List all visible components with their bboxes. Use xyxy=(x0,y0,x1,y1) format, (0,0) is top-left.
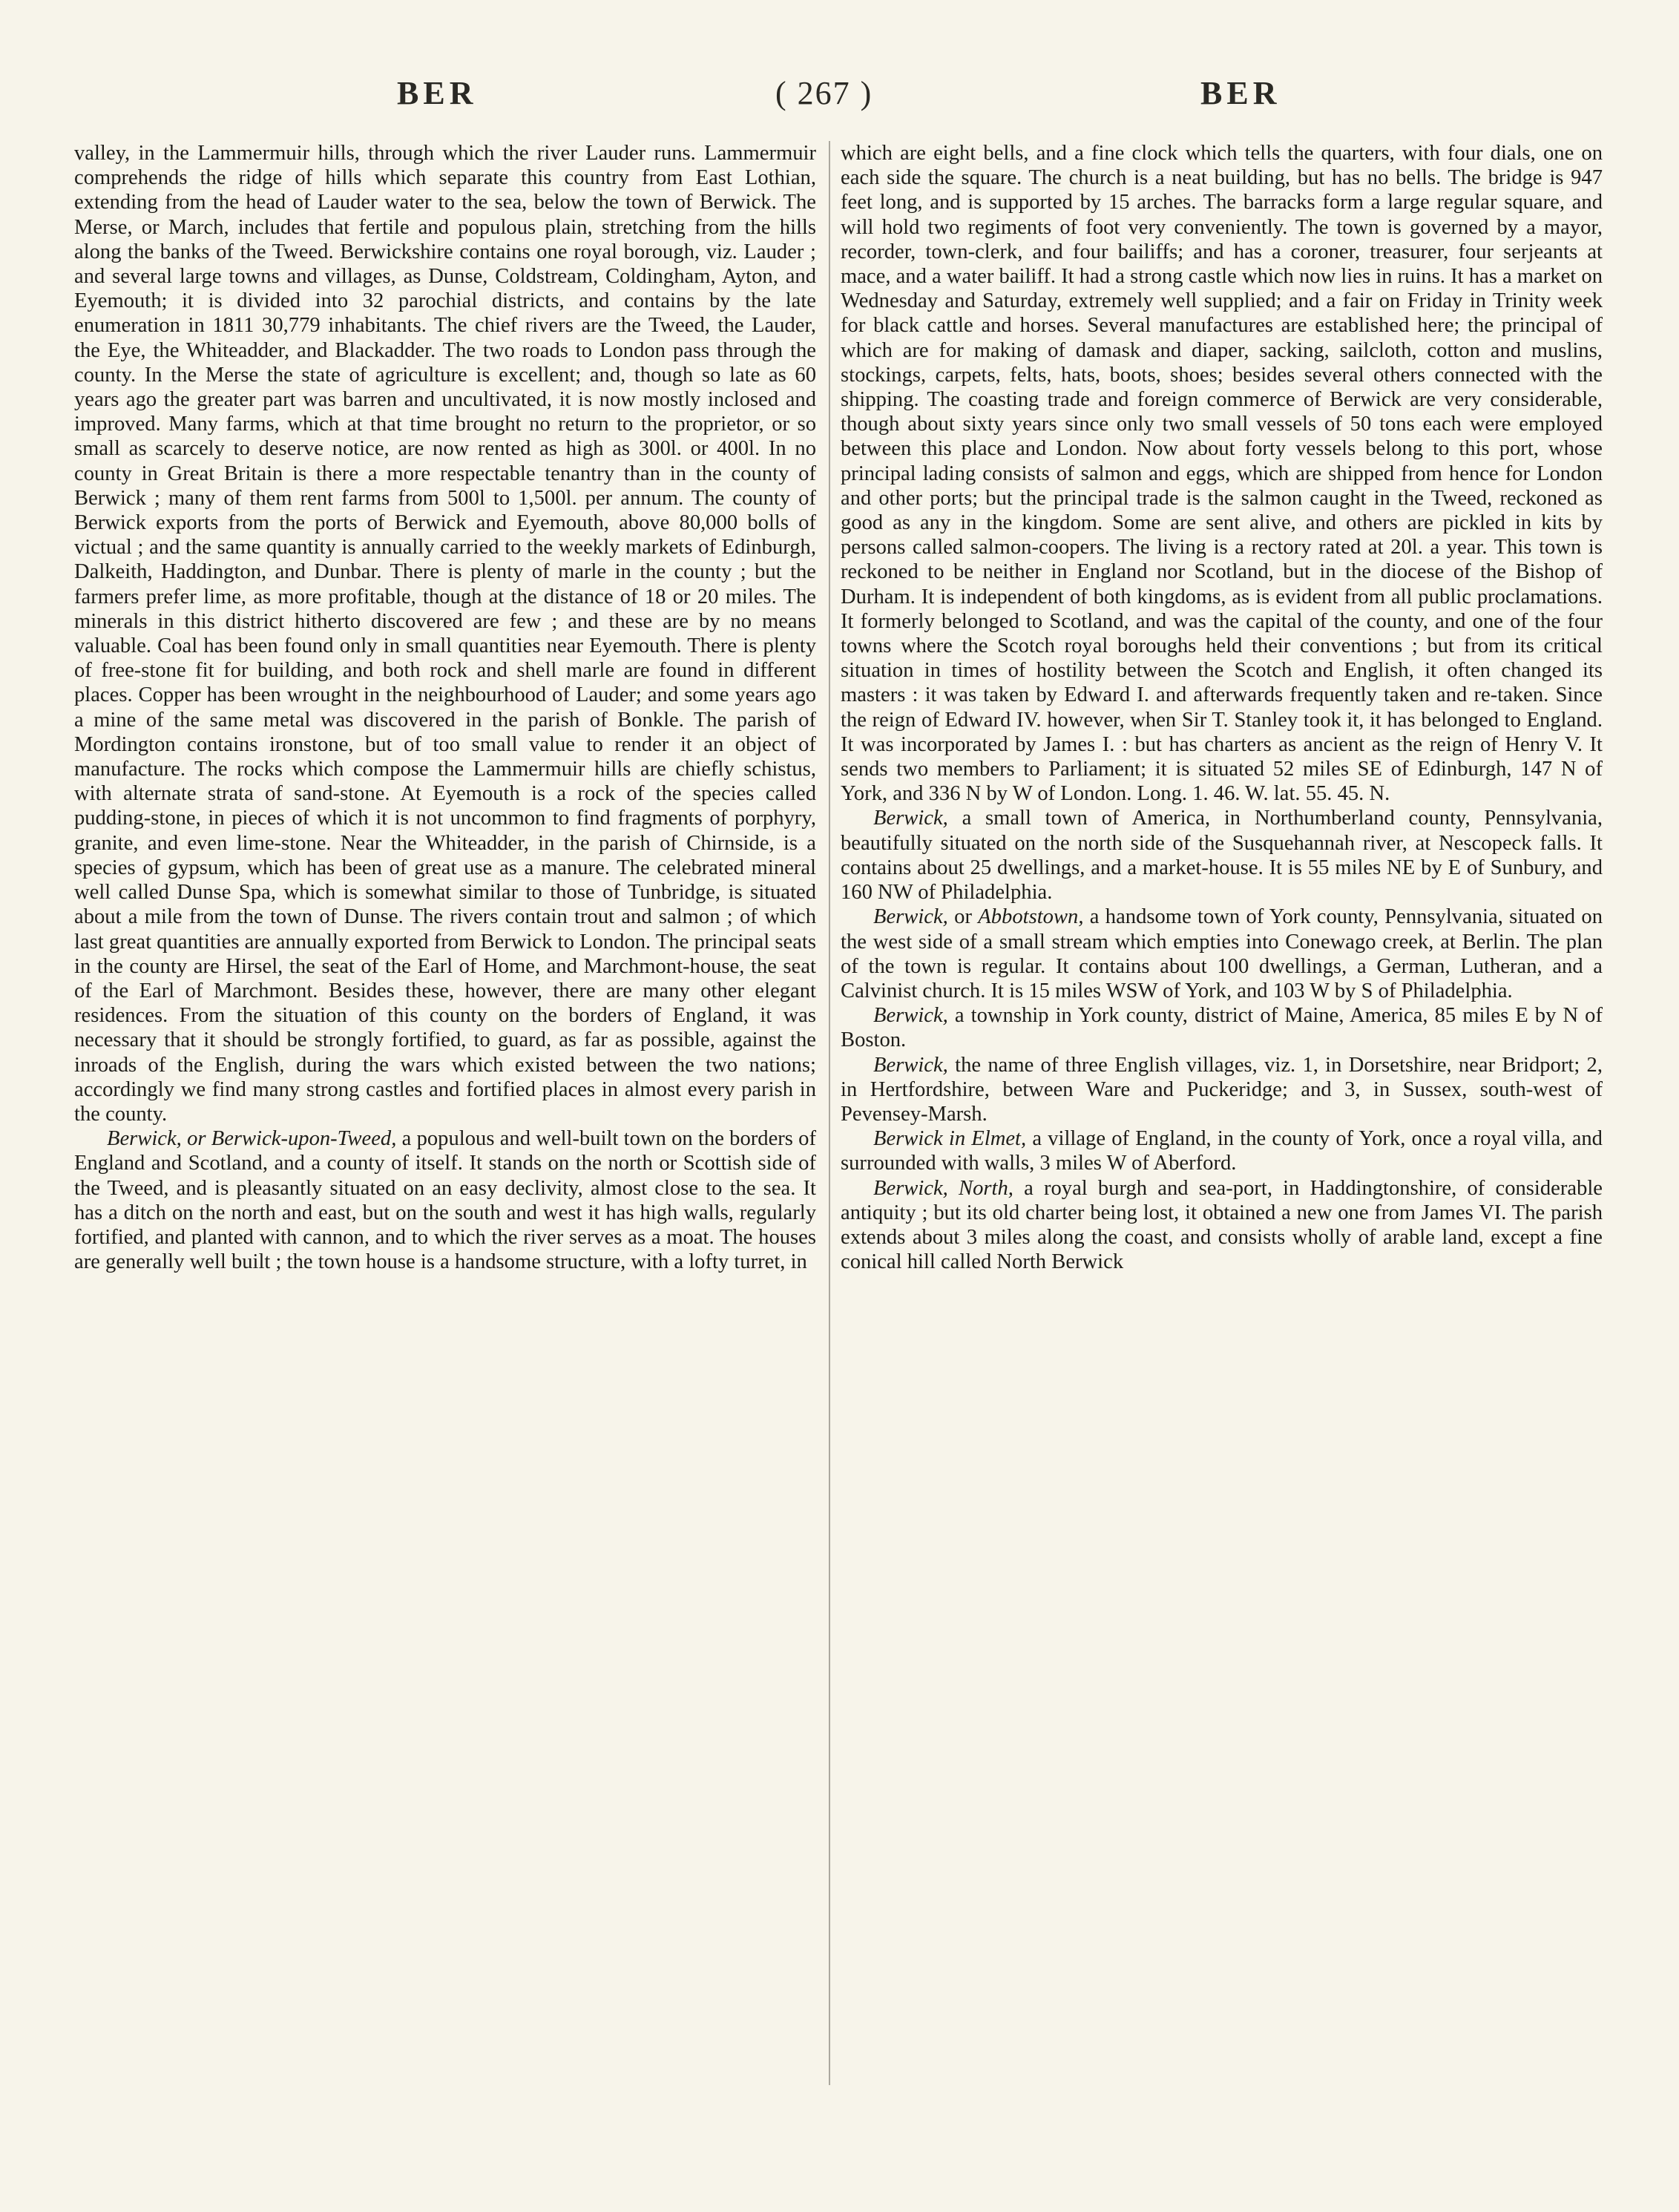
entry-text: a populous and well-built town on the borders of England and Scotland, and a county of itself. It stands on the north or Scottish side of the Tweed, and is pleasantly situated on an easy declivity, almost close to the sea. It has a ditch on the north and east, but on the south and west it has high walls, regularly fortified, and planted with cannon, and to which the river serves as a moat. The houses are generally well built ; the town house is a handsome structure, with a lofty turret, in xyxy=(74,1127,816,1274)
column-divider xyxy=(829,141,830,2085)
berwickshire-continuation: valley, in the Lammermuir hills, through which the river Lauder runs. Lammermuir comprehends the ridge of hills which separate this country from East Lothian, extending from the head of Lauder water to the sea, below the town of Berwick. The Merse, or March, includes that fertile and populous plain, stretching from the hills along the banks of the Tweed. Berwickshire contains one royal borough, viz. Lauder ; and several large towns and villages, as Dunse, Coldstream, Coldingham, Ayton, and Eyemouth; it is divided into 32 parochial districts, and contains by the late enumeration in 1811 30,779 inhabitants. The chief rivers are the Tweed, the Lauder, the Eye, the Whiteadder, and Blackadder. The two roads to London pass through the county. In the Merse the state of agriculture is excellent; and, though so late as 60 years ago the greater part was barren and uncultivated, it is now mostly inclosed and improved. Many farms, which at that time brought no return to the proprietor, or so small as scarcely to deserve notice, are now rented as high as 300l. or 400l. In no county in Great Britain is there a more respectable tenantry than in the county of Berwick ; many of them rent farms from 500l to 1,500l. per annum. The county of Berwick exports from the ports of Berwick and Eyemouth, above 80,000 bolls of victual ; and the same quantity is annually carried to the weekly markets of Edinburgh, Dalkeith, Haddington, and Dunbar. There is plenty of marle in the county ; but the farmers prefer lime, as more profitable, though at the distance of 18 or 20 miles. The minerals in this district hitherto discovered are few ; and these are by no means valuable. Coal has been found only in small quantities near Eyemouth. There is plenty of free-stone fit for building, and both rock and shell marle are found in different places. Copper has been wrought in the neighbourhood of Lauder; and some years ago a mine of the same metal was discovered in the parish of Bonkle. The parish of Mordington contains ironstone, but of too small value to render it an object of manufacture. The rocks which compose the Lammermuir hills are chiefly schistus, with alternate strata of sand-stone. At Eyemouth is a rock of the species called pudding-stone, in pieces of which it is not uncommon to find fragments of porphyry, granite, and even lime-stone. Near the Whiteadder, in the parish of Chirnside, is a species of gypsum, which has been of great use as a manure. The celebrated mineral well called Dunse Spa, which is somewhat similar to those of Tunbridge, is situated about a mile from the town of Dunse. The rivers contain trout and salmon ; of which last great quantities are annually exported from Berwick to London. The principal seats in the county are Hirsel, the seat of the Earl of Home, and Marchmont-house, the seat of the Earl of Marchmont. Besides these, however, there are many other elegant residences. From the situation of this county on the borders of England, it was necessary that it should be strongly fortified, to guard, as far as possible, against the inroads of the English, during the wars which existed between the two nations; accordingly we find many strong castles and fortified places in almost every parish in the county. xyxy=(74,142,816,1126)
entry-berwick-in-elmet xyxy=(841,1126,1603,1175)
entry-headword: Berwick, xyxy=(873,807,948,830)
right-column xyxy=(841,141,1603,1274)
entry-berwick-upon-tweed xyxy=(74,1126,816,1274)
entry-headword-alt: Abbotstown, xyxy=(978,905,1084,929)
entry-berwick-north xyxy=(841,1176,1603,1275)
entry-text: a township in York county, district of Maine, America, 85 miles E by N of Boston. xyxy=(841,1004,1603,1052)
entry-headword: Berwick, North, xyxy=(873,1176,1013,1200)
running-header xyxy=(0,74,1679,119)
entry-headword: Berwick, xyxy=(873,905,948,929)
entry-text: a village of England, in the county of York, once a royal villa, and surrounded with walls, 3 miles W of Aberford. xyxy=(841,1127,1603,1175)
entry-berwick-pennsylvania xyxy=(841,806,1603,905)
entry-headword: Berwick, or Berwick-upon-Tweed, xyxy=(107,1127,397,1151)
page-number: ( 267 ) xyxy=(775,75,873,111)
left-column xyxy=(74,141,816,1274)
entry-text: a small town of America, in Northumberland county, Pennsylvania, beautifully situated on the north side of the Susquehannah river, at Nescopeck falls. It contains about 25 dwellings, and a market-house. It is 55 miles NE by E of Sunbury, and 160 NW of Philadelphia. xyxy=(841,807,1603,905)
entry-berwick-maine xyxy=(841,1003,1603,1052)
header-right-catchword: BER xyxy=(1200,75,1281,111)
berwick-upon-tweed-continuation: which are eight bells, and a fine clock which tells the quarters, with four dials, one on each side the square. The church is a neat building, but has no bells. The bridge is 947 feet long, and is supported by 15 arches. The barracks form a large regular square, and will hold two regiments of foot very conveniently. The town is governed by a mayor, recorder, town-clerk, and four bailiffs; and has a coroner, treasurer, four serjeants at mace, and a water bailiff. It had a strong castle which now lies in ruins. It has a market on Wednesday and Saturday, extremely well supplied; and a fair on Friday in Trinity week for black cattle and horses. Several manufactures are established here; the principal of which are for making of damask and diaper, sacking, sailcloth, cotton and muslins, stockings, carpets, felts, hats, boots, shoes; besides several others connected with the shipping. The coasting trade and foreign commerce of Berwick are very considerable, though about sixty years since only two small vessels of 50 tons each were employed between this place and London. Now about forty vessels belong to this port, whose principal lading consists of salmon and eggs, which are shipped from hence for London and other ports; but the principal trade is the salmon caught in the Tweed, reckoned as good as any in the kingdom. Some are sent alive, and others are pickled in kits by persons called salmon-coopers. The living is a rectory rated at 20l. a year. This town is reckoned to be neither in England nor Scotland, but in the diocese of the Bishop of Durham. It is independent of both kingdoms, as is evident from all public proclamations. It formerly belonged to Scotland, and was the capital of the county, and one of the four towns where the Scotch royal boroughs held their conventions ; but from its critical situation in times of hostility between the Scotch and English, it often changed its masters : it was taken by Edward I. and afterwards frequently taken and re-taken. Since the reign of Edward IV. however, when Sir T. Stanley took it, it has belonged to England. It was incorporated by James I. : but has charters as ancient as the reign of Henry V. It sends two members to Parliament; it is situated 52 miles SE of Edinburgh, 147 N of York, and 336 N by W of London. Long. 1. 46. W. lat. 55. 45. N. xyxy=(841,142,1603,806)
entry-berwick-abbotstown xyxy=(841,905,1603,1003)
entry-text: a handsome town of York county, Pennsylvania, situated on the west side of a small stream which empties into Conewago creek, at Berlin. The plan of the town is regular. It contains about 100 dwellings, a German, Lutheran, and a Calvinist church. It is 15 miles WSW of York, and 103 W by S of Philadelphia. xyxy=(841,905,1603,1002)
entry-headword: Berwick, xyxy=(873,1004,948,1028)
entry-or: or xyxy=(954,905,972,929)
entry-berwick-villages xyxy=(841,1053,1603,1127)
header-left-catchword: BER xyxy=(397,75,478,111)
entry-headword: Berwick, xyxy=(873,1053,948,1077)
entry-text: a royal burgh and sea-port, in Haddingtonshire, of considerable antiquity ; but its old charter being lost, it obtained a new one from James VI. The parish extends about 3 miles along the coast, and consists wholly of arable land, except a fine conical hill called North Berwick xyxy=(841,1176,1603,1274)
entry-text: the name of three English villages, viz. 1, in Dorsetshire, near Bridport; 2, in Hertfordshire, between Ware and Puckeridge; and 3, in Sussex, south-west of Pevensey-Marsh. xyxy=(841,1053,1603,1126)
entry-headword: Berwick in Elmet, xyxy=(873,1127,1027,1151)
